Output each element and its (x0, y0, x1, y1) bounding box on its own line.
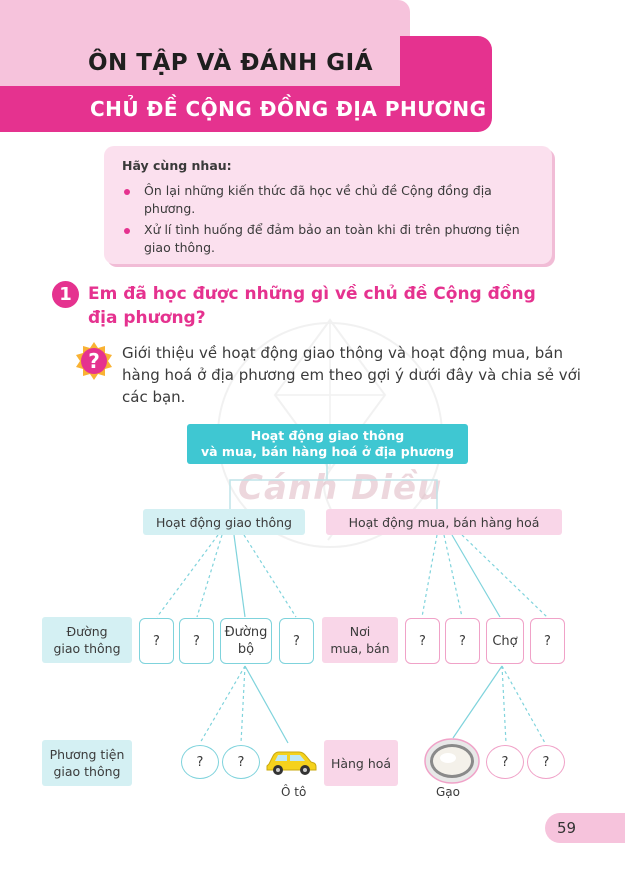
place-placeholder: ? (530, 618, 565, 664)
land-road-line2: bộ (237, 642, 255, 657)
roads-category-line2: giao thông (53, 641, 121, 656)
diagram-root-line1: Hoạt động giao thông (250, 428, 405, 443)
page-subtitle: CHỦ ĐỀ CỘNG ĐỒNG ĐỊA PHƯƠNG (90, 97, 487, 121)
section-number: 1 (52, 281, 79, 308)
goods-placeholder: ? (527, 745, 565, 779)
place-placeholder: ? (405, 618, 440, 664)
diagram-root-line2: và mua, bán hàng hoá ở địa phương (201, 444, 454, 459)
land-road-line1: Đường (224, 625, 268, 640)
vehicles-category-line2: giao thông (53, 764, 121, 779)
traffic-activity-node: Hoạt động giao thông (143, 509, 305, 535)
intro-title: Hãy cùng nhau: (122, 158, 232, 173)
roads-category (42, 617, 132, 663)
car-caption: Ô tô (281, 785, 307, 799)
vehicles-category (42, 740, 132, 786)
goods-category: Hàng hoá (324, 740, 398, 786)
land-road-node (220, 618, 272, 664)
rice-bowl-icon (424, 738, 480, 784)
road-placeholder: ? (179, 618, 214, 664)
page-number: 59 (545, 813, 625, 843)
car-icon (265, 744, 317, 776)
page-title: ÔN TẬP VÀ ĐÁNH GIÁ (88, 50, 374, 76)
roads-category-line1: Đường (66, 624, 108, 639)
vehicles-category-line1: Phương tiện (49, 747, 125, 762)
diagram-root (187, 424, 468, 464)
watermark-text: Cánh Diều (238, 468, 443, 508)
place-placeholder: ? (445, 618, 480, 664)
road-placeholder: ? (279, 618, 314, 664)
market-node: Chợ (486, 618, 524, 664)
vehicle-placeholder: ? (181, 745, 219, 779)
svg-text:?: ? (88, 349, 100, 373)
section-instruction: Giới thiệu về hoạt động giao thông và hoạt động mua, bán hàng hoá ở địa phương em theo gợi ý dưới đây và chia sẻ với các bạn. (122, 344, 581, 406)
trade-activity-node: Hoạt động mua, bán hàng hoá (326, 509, 562, 535)
vehicle-placeholder: ? (222, 745, 260, 779)
rice-caption: Gạo (436, 785, 460, 799)
goods-placeholder: ? (486, 745, 524, 779)
section-title: Em đã học được những gì về chủ đề Cộng đồng địa phương? (88, 284, 536, 328)
trade-places-line1: Nơi (349, 624, 371, 639)
road-placeholder: ? (139, 618, 174, 664)
trade-places-line2: mua, bán (330, 641, 390, 656)
trade-places-category (322, 617, 398, 663)
intro-item: Ôn lại những kiến thức đã học về chủ đề Cộng đồng địa phương. (144, 183, 492, 216)
intro-item: Xử lí tình huống để đảm bảo an toàn khi đi trên phương tiện giao thông. (144, 222, 520, 255)
